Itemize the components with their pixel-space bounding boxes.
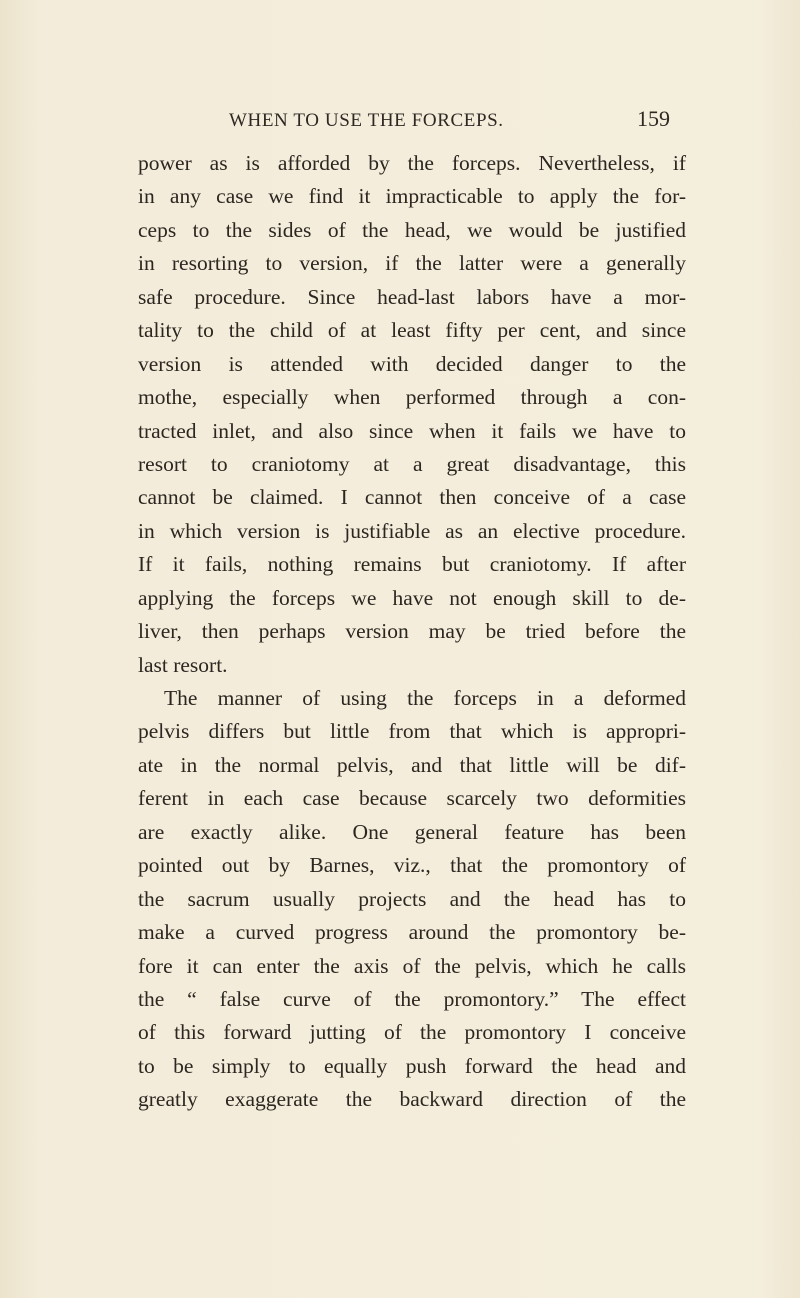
text-line: power as is afforded by the forceps. Nevertheless, if <box>138 151 686 175</box>
text-line: fore it can enter the axis of the pelvis, which he calls <box>138 953 686 978</box>
text-line: ferent in each case because scarcely two deformities <box>138 786 686 811</box>
text-line: in which version is justifiable as an elective procedure. <box>138 518 686 543</box>
text-line: applying the forceps we have not enough skill to de- <box>138 585 686 610</box>
text-line: safe procedure. Since head-last labors have a mor- <box>138 284 686 309</box>
text-line: are exactly alike. One general feature has been <box>138 819 686 844</box>
text-line: ate in the normal pelvis, and that little will be dif- <box>138 752 686 777</box>
paragraph-start-line: The manner of using the forceps in a deformed <box>164 686 686 710</box>
text-line: ceps to the sides of the head, we would be justified <box>138 217 686 242</box>
body-text <box>138 147 686 1117</box>
text-line: liver, then perhaps version may be tried before the <box>138 619 686 644</box>
text-line: version is attended with decided danger to the <box>138 351 686 376</box>
text-line: cannot be claimed. I cannot then conceive of a case <box>138 485 686 510</box>
text-line: to be simply to equally push forward the head and <box>138 1053 686 1078</box>
page-number: 159 <box>637 106 670 131</box>
text-line: pointed out by Barnes, viz., that the promontory of <box>138 853 686 878</box>
running-head: WHEN TO USE THE FORCEPS. <box>229 110 504 131</box>
text-line: the “ false curve of the promontory.” The effect <box>138 986 686 1011</box>
text-line: the sacrum usually projects and the head has to <box>138 886 686 911</box>
text-line: tality to the child of at least fifty per cent, and since <box>138 318 686 343</box>
text-line: If it fails, nothing remains but craniotomy. If after <box>138 552 686 577</box>
text-line: greatly exaggerate the backward direction of the <box>138 1087 686 1112</box>
text-line: make a curved progress around the promontory be- <box>138 920 686 945</box>
text-line: mothe, especially when performed through a con- <box>138 385 686 410</box>
text-line: resort to craniotomy at a great disadvantage, this <box>138 451 686 476</box>
paragraph-end-line: last resort. <box>138 652 228 677</box>
text-line: tracted inlet, and also since when it fails we have to <box>138 418 686 443</box>
text-line: in resorting to version, if the latter were a generally <box>138 251 686 276</box>
text-line: in any case we find it impracticable to apply the for- <box>138 184 686 209</box>
text-line: pelvis differs but little from that which is appropri- <box>138 719 686 744</box>
text-line: of this forward jutting of the promontory I conceive <box>138 1020 686 1045</box>
